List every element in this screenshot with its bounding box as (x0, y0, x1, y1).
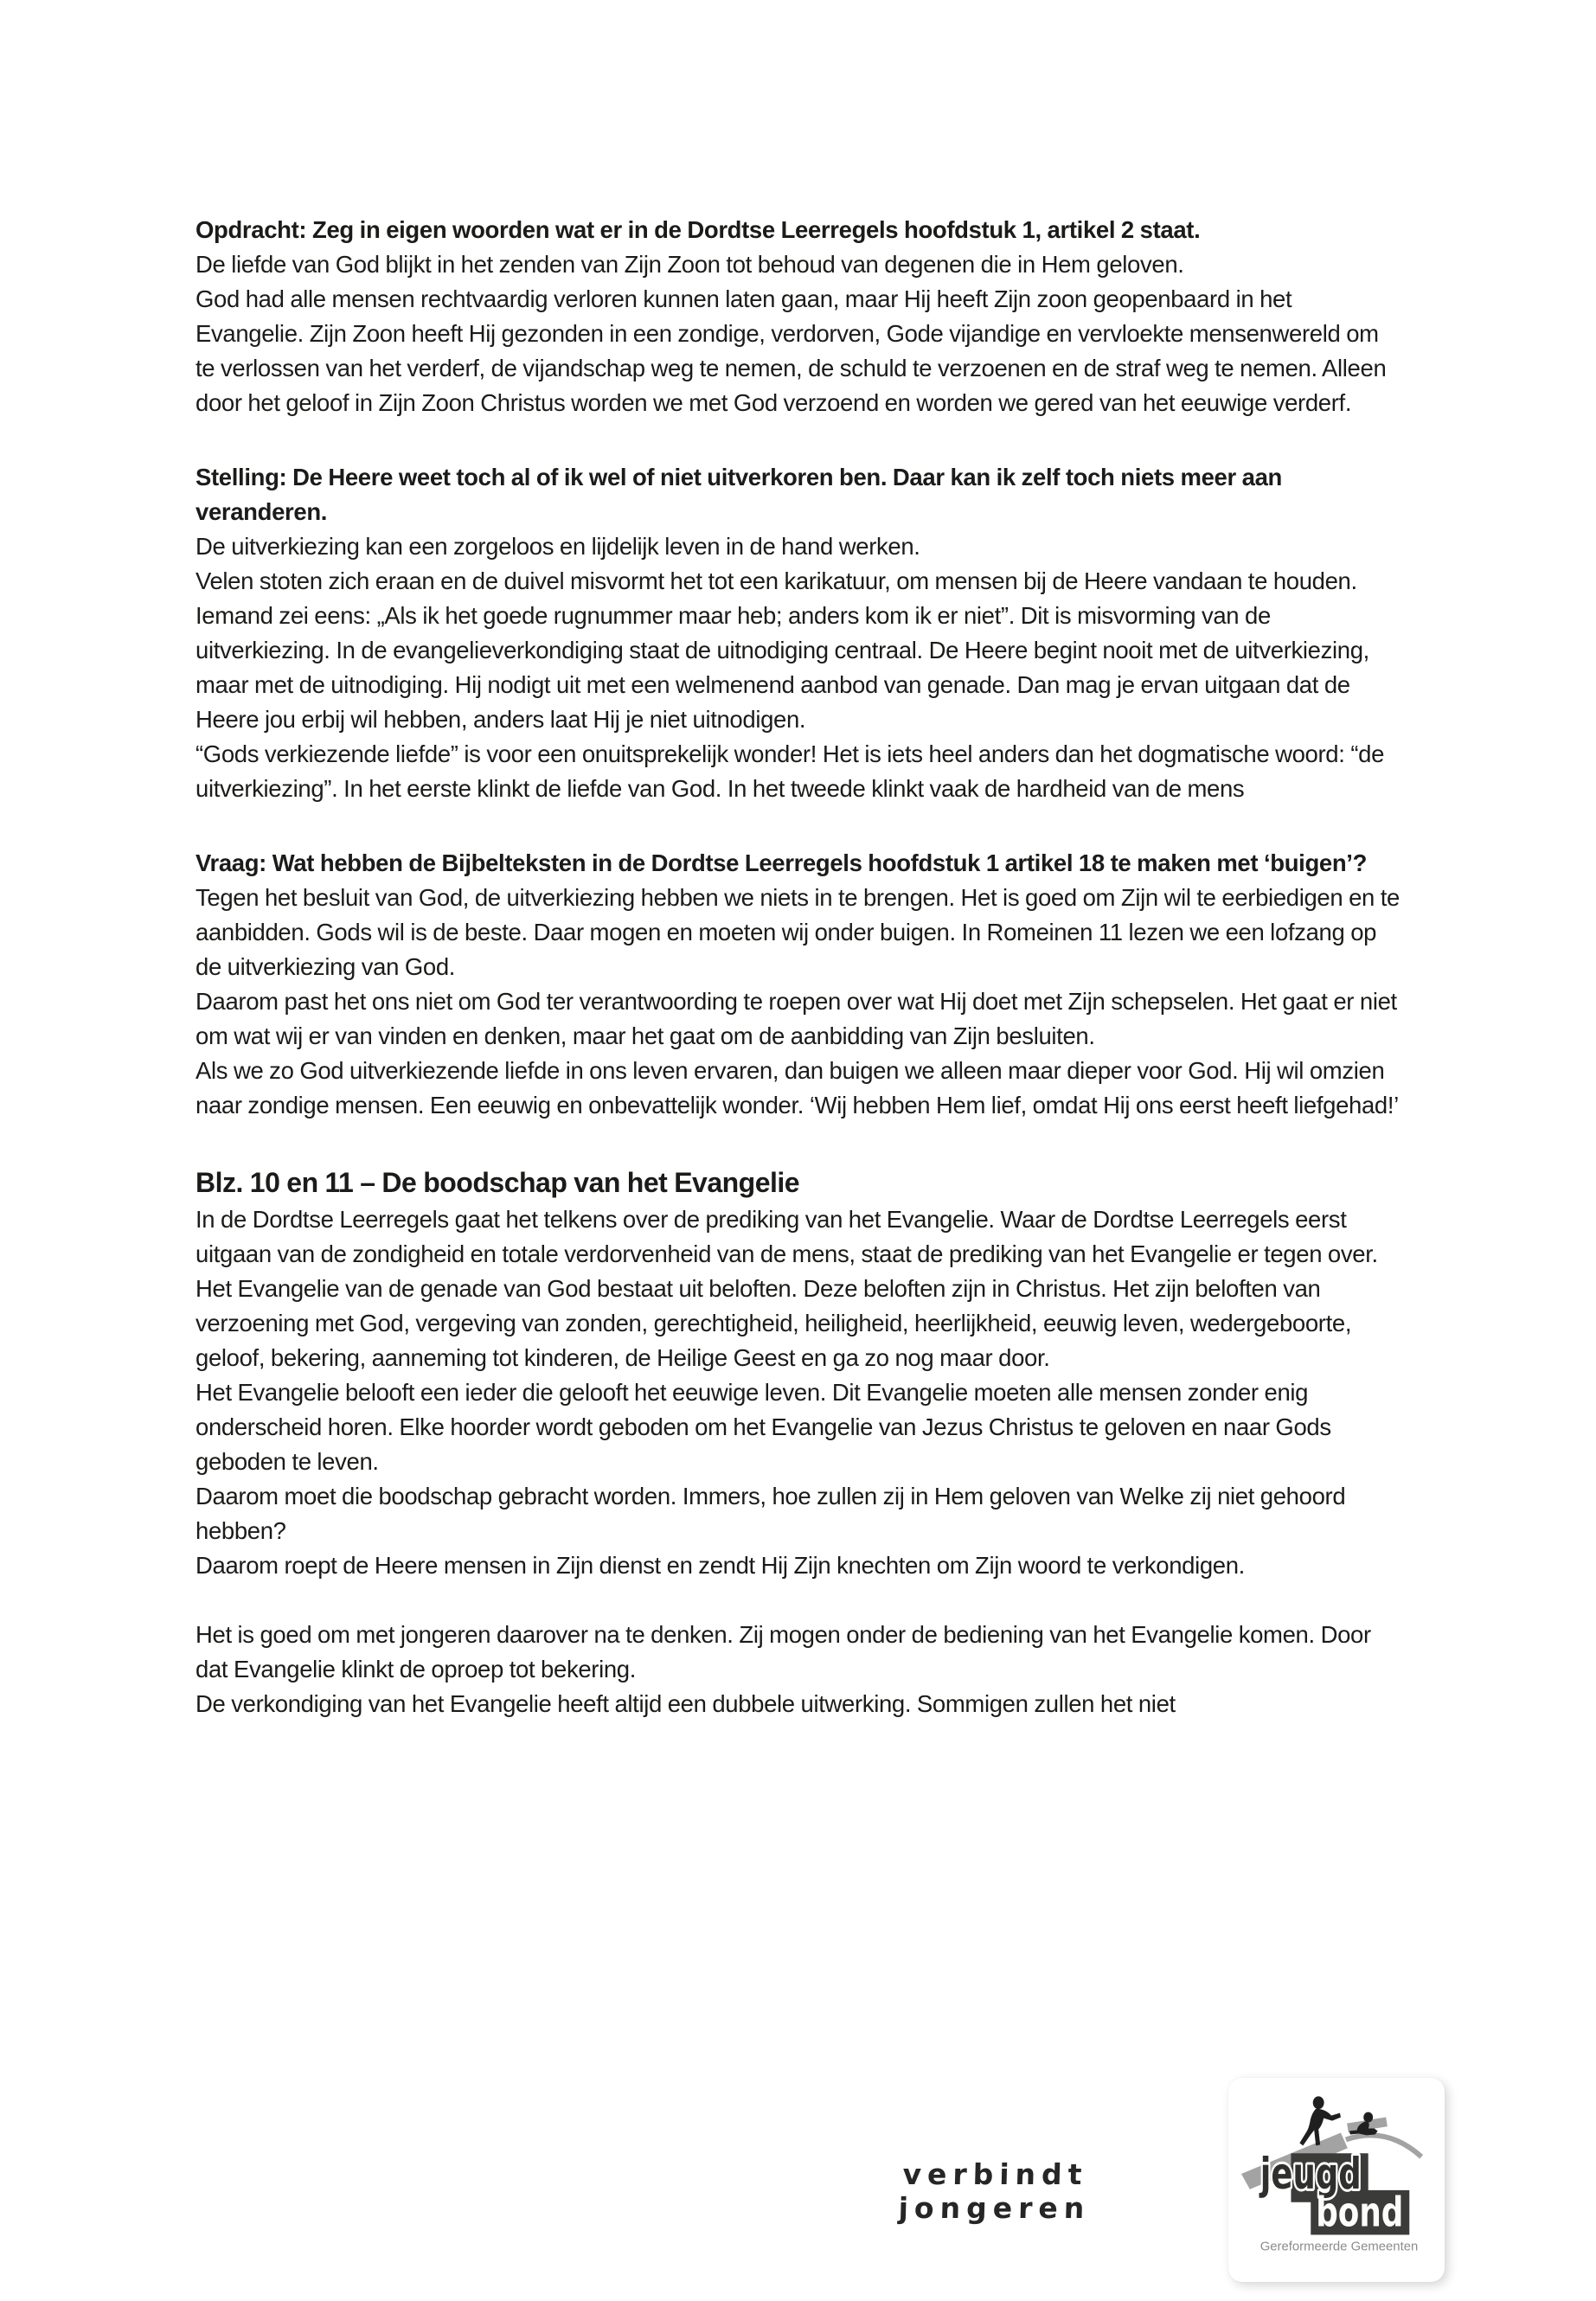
paragraph: De verkondiging van het Evangelie heeft altijd een dubbele uitwerking. Sommigen zullen het niet (195, 1690, 1176, 1717)
section-heading-opdracht: Opdracht: Zeg in eigen woorden wat er in de Dordtse Leerregels hoofdstuk 1, artikel 2 staat. (195, 216, 1201, 243)
runner-head-icon (1313, 2096, 1324, 2109)
section-vraag (195, 846, 1400, 1123)
jeugdbond-logo (1228, 2078, 1445, 2282)
paragraph: Tegen het besluit van God, de uitverkiezing hebben we niets in te brengen. Het is goed om Zijn wil te eerbiedigen en te aanbidden. Gods wil is de beste. Daar mogen en moeten wij onder buigen. In Romeinen 11 lezen we een lofzang op de uitverkiezing van God. (195, 884, 1401, 980)
paragraph: In de Dordtse Leerregels gaat het telkens over de prediking van het Evangelie. Waar de Dordtse Leerregels eerst uitgaan van de zondigheid en totale verdorvenheid van de mens, staat de prediking van het Evangelie er tegen over. Het Evangelie van de genade van God bestaat uit beloften. Deze beloften zijn in Christus. Het zijn beloften van verzoening met God, vergeving van zonden, gerechtigheid, heiligheid, heerlijkheid, eeuwig leven, wedergeboorte, geloof, bekering, aanneming tot kinderen, de Heilige Geest en ga zo nog maar door. (195, 1206, 1378, 1371)
paragraph: “Gods verkiezende liefde” is voor een onuitsprekelijk wonder! Het is iets heel anders dan het dogmatische woord: “de uitverkiezing”. In het eerste klinkt de liefde van God. In het tweede klinkt vaak de hardheid van de mens (195, 740, 1385, 802)
paragraph: Daarom moet die boodschap gebracht worden. Immers, hoe zullen zij in Hem geloven van Welke zij niet gehoord hebben? (195, 1483, 1346, 1544)
paragraph: De uitverkiezing kan een zorgeloos en lijdelijk leven in de hand werken. (195, 533, 920, 560)
jeugdbond-logo-card (1228, 2078, 1445, 2282)
section-blz-10-11 (195, 1163, 1400, 1721)
paragraph: Daarom past het ons niet om God ter verantwoording te roepen over wat Hij doet met Zijn schepselen. Het gaat er niet om wat wij er van vinden en denken, maar het gaat om de aanbidding van Zijn besluiten. (195, 988, 1397, 1049)
boarder-head-icon (1363, 2112, 1373, 2123)
section-heading-blz: Blz. 10 en 11 – De boodschap van het Evangelie (195, 1167, 800, 1198)
paragraph: Het is goed om met jongeren daarover na te denken. Zij mogen onder de bediening van het Evangelie komen. Door dat Evangelie klinkt de oproep tot bekering. (195, 1621, 1371, 1682)
section-stelling (195, 460, 1400, 806)
paragraph: Het Evangelie belooft een ieder die gelooft het eeuwige leven. Dit Evangelie moeten alle mensen zonder enig onderscheid horen. Elke hoorder wordt geboden om het Evangelie van Jezus Christus te geloven en naar Gods geboden te leven. (195, 1379, 1331, 1475)
paragraph: God had alle mensen rechtvaardig verloren kunnen laten gaan, maar Hij heeft Zijn zoon geopenbaard in het Evangelie. Zijn Zoon heeft Hij gezonden in een zondige, verdorven, Gode vijandige en vervloekte mensenwereld om te verlossen van het verderf, de vijandschap weg te nemen, de schuld te verzoenen en de straf weg te nemen. Alleen door het geloof in Zijn Zoon Christus worden we met God verzoend en worden we gered van het eeuwige verderf. (195, 285, 1387, 416)
logo-word-bond: bond (1316, 2189, 1404, 2237)
section-heading-stelling: Stelling: De Heere weet toch al of ik wel of niet uitverkoren ben. Daar kan ik zelf toch niets meer aan veranderen. (195, 464, 1282, 525)
logo-subtitle: Gereformeerde Gemeenten (1259, 2240, 1419, 2254)
paragraph: Daarom roept de Heere mensen in Zijn dienst en zendt Hij Zijn knechten om Zijn woord te verkondigen. (195, 1552, 1245, 1579)
logo-word-jeugd: jeugd (1259, 2148, 1362, 2199)
tagline-verbindt-jongeren: verbindt jongeren (898, 2157, 1091, 2225)
section-heading-vraag: Vraag: Wat hebben de Bijbelteksten in de Dordtse Leerregels hoofdstuk 1 artikel 18 te maken met ‘buigen’? (195, 849, 1368, 876)
paragraph: De liefde van God blijkt in het zenden van Zijn Zoon tot behoud van degenen die in Hem geloven. (195, 251, 1184, 278)
paragraph: Als we zo God uitverkiezende liefde in ons leven ervaren, dan buigen we alleen maar dieper voor God. Hij wil omzien naar zondige mensen. Een eeuwig en onbevattelijk wonder. ‘Wij hebben Hem lief, omdat Hij ons eerst heeft liefgehad!’ (195, 1057, 1399, 1118)
section-opdracht (195, 213, 1400, 420)
document-content (195, 213, 1400, 1721)
paragraph: Velen stoten zich eraan en de duivel misvormt het tot een karikatuur, om mensen bij de Heere vandaan te houden. Iemand zei eens: „Als ik het goede rugnummer maar heb; anders kom ik er niet”. Dit is misvorming van de uitverkiezing. In de evangelieverkondiging staat de uitnodiging centraal. De Heere begint nooit met de uitverkiezing, maar met de uitnodiging. Hij nodigt uit met een welmenend aanbod van genade. Dan mag je ervan uitgaan dat de Heere jou erbij wil hebben, anders laat Hij je niet uitnodigen. (195, 567, 1369, 733)
